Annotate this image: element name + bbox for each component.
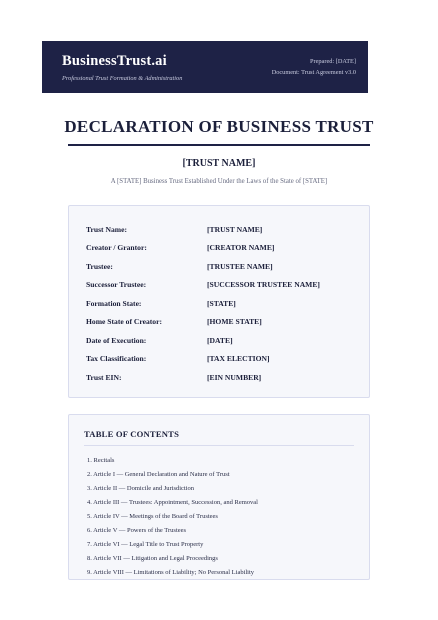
- detail-label: Home State of Creator:: [86, 317, 162, 327]
- toc-item[interactable]: 9. Article VIII — Limitations of Liability; No Personal Liability: [87, 569, 255, 576]
- table-of-contents-card: [68, 414, 370, 580]
- document-subtitle: A [STATE] Business Trust Established Under the Laws of the State of [STATE]: [110, 178, 328, 185]
- title-divider: [68, 144, 370, 146]
- prepared-date: Prepared: [DATE]: [310, 58, 356, 65]
- detail-label: Creator / Grantor:: [86, 243, 147, 253]
- detail-row: [86, 350, 369, 369]
- toc-list: [84, 454, 354, 580]
- detail-row: [86, 331, 369, 350]
- toc-item[interactable]: 7. Article VI — Legal Title to Trust Property: [87, 541, 204, 548]
- detail-value: [EIN NUMBER]: [207, 372, 262, 382]
- detail-row: [86, 294, 369, 313]
- toc-item[interactable]: 2. Article I — General Declaration and Nature of Trust: [87, 471, 230, 478]
- brand-tagline: Professional Trust Formation & Administration: [62, 75, 183, 82]
- detail-label: Trust Name:: [86, 224, 127, 234]
- toc-item[interactable]: 6. Article V — Powers of the Trustees: [87, 527, 187, 534]
- detail-label: Formation State:: [86, 298, 142, 308]
- detail-value: [TAX ELECTION]: [207, 354, 270, 364]
- document-title: DECLARATION OF BUSINESS TRUST: [64, 117, 374, 136]
- detail-value: [CREATOR NAME]: [207, 243, 275, 253]
- toc-item[interactable]: 8. Article VII — Litigation and Legal Proceedings: [87, 555, 218, 562]
- detail-value: [STATE]: [207, 298, 236, 308]
- detail-value: [TRUSTEE NAME]: [207, 261, 273, 271]
- detail-row: [86, 313, 369, 332]
- toc-item[interactable]: 3. Article II — Domicile and Jurisdiction: [87, 485, 195, 492]
- detail-value: [TRUST NAME]: [207, 224, 263, 234]
- toc-item[interactable]: 4. Article III — Trustees: Appointment, Succession, and Removal: [87, 499, 258, 506]
- trust-name-heading: [TRUST NAME]: [182, 158, 256, 169]
- detail-row: [86, 239, 369, 258]
- document-meta: [272, 56, 356, 78]
- detail-label: Trustee:: [86, 261, 113, 271]
- trust-details-card: [68, 205, 370, 398]
- detail-row: [86, 276, 369, 295]
- detail-value: [DATE]: [207, 335, 233, 345]
- detail-label: Trust EIN:: [86, 372, 122, 382]
- brand-name: BusinessTrust.ai: [62, 53, 167, 69]
- toc-item[interactable]: 5. Article IV — Meetings of the Board of Trustees: [87, 513, 218, 520]
- detail-label: Successor Trustee:: [86, 280, 147, 290]
- document-version: Document: Trust Agreement v3.0: [271, 69, 356, 76]
- detail-value: [SUCCESSOR TRUSTEE NAME]: [207, 280, 320, 290]
- detail-value: [HOME STATE]: [207, 317, 262, 327]
- toc-title: TABLE OF CONTENTS: [84, 429, 354, 446]
- document-header: [42, 41, 368, 93]
- toc-item[interactable]: 1. Recitals: [87, 457, 115, 464]
- detail-row: [86, 368, 369, 387]
- detail-row: [86, 220, 369, 239]
- detail-label: Tax Classification:: [86, 354, 147, 364]
- detail-row: [86, 257, 369, 276]
- detail-label: Date of Execution:: [86, 335, 147, 345]
